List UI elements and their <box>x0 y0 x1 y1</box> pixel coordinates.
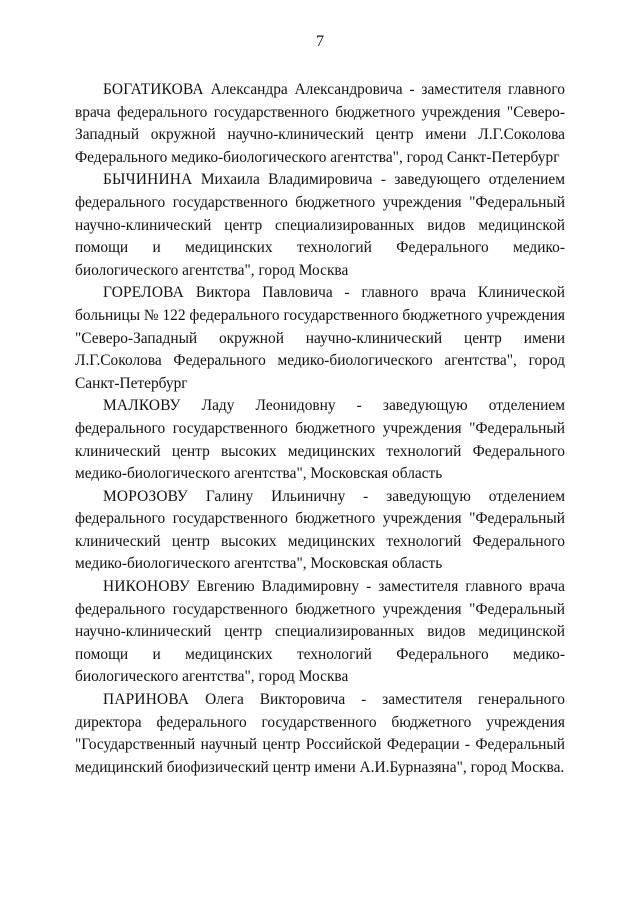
awardee-entry <box>75 169 565 282</box>
awardee-surname: ГОРЕЛОВА <box>103 284 184 302</box>
page-number: 7 <box>316 33 324 50</box>
awardee-details: Михаила Владимировича - заведующего отделением федерального государственного бюджетного учреждения "Федеральный научно-клинический центр специализированных видов медицинской помощи и медицинских технологий Федерального медико-биологического агентства", город Москва <box>75 171 565 279</box>
awardee-surname: ПАРИНОВА <box>103 691 190 709</box>
awardee-entry <box>75 79 565 169</box>
awardee-details: Евгению Владимировну - заместителя главного врача федерального государственного бюджетного учреждения "Федеральный научно-клинический центр специализированных видов медицинской помощи и медицинских технологий Федерального медико-биологического агентства", город Москва <box>75 578 565 686</box>
awardee-details: Ладу Леонидовну - заведующую отделением федерального государственного бюджетного учреждения "Федеральный клинический центр высоких медицинских технологий Федерального медико-биологического агентства", Московская область <box>75 397 565 483</box>
awardee-details: Виктора Павловича - главного врача Клинической больницы № 122 федерального государственного бюджетного учреждения "Северо-Западный окружной научно-клинический центр имени Л.Г.Соколова Федерального медико-биологического агентства", город Санкт-Петербург <box>75 284 565 392</box>
awardee-list <box>75 79 565 779</box>
awardee-surname: МАЛКОВУ <box>103 397 181 415</box>
awardee-surname: БОГАТИКОВА <box>103 81 204 98</box>
awardee-surname: БЫЧИНИНА <box>103 171 193 189</box>
awardee-entry <box>75 282 565 395</box>
awardee-details: Галину Ильиничну - заведующую отделением федерального государственного бюджетного учреждения "Федеральный клинический центр высоких медицинских технологий Федерального медико-биологического агентства", Московская область <box>75 487 565 573</box>
awardee-details: Александра Александровича - заместителя главного врача федерального государственного бюджетного учреждения "Северо-Западный окружной научно-клинический центр имени Л.Г.Соколова Федерального медико-биологического агентства", город Санкт-Петербург <box>75 81 565 166</box>
awardee-details: Олега Викторовича - заместителя генерального директора федерального государственного бюджетного учреждения "Государственный научный центр Российской Федерации - Федеральный медицинский биофизический центр имени А.И.Бурназяна", город Москва. <box>75 691 565 776</box>
awardee-surname: НИКОНОВУ <box>103 578 190 596</box>
awardee-entry <box>75 395 565 485</box>
awardee-surname: МОРОЗОВУ <box>103 487 189 505</box>
awardee-entry <box>75 486 565 576</box>
awardee-entry <box>75 576 565 689</box>
awardee-entry <box>75 689 565 779</box>
